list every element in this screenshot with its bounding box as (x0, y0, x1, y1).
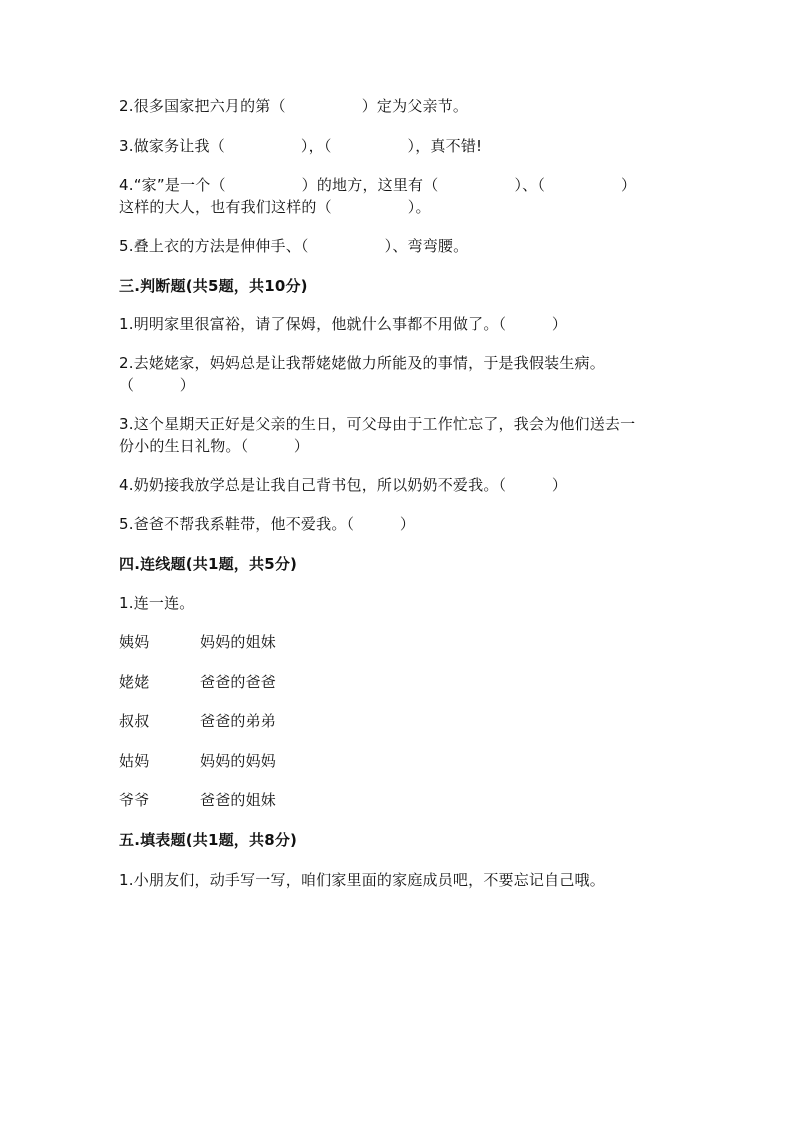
matching-right-item[interactable]: 妈妈的姐妹 (200, 633, 277, 651)
matching-left-item[interactable]: 叔叔 (119, 712, 150, 730)
section-heading-table-fill: 五.填表题(共1题，共8分) (119, 831, 298, 849)
matching-left-item[interactable]: 爷爷 (119, 791, 150, 809)
fill-question-2: 2.很多国家把六月的第（ ）定为父亲节。 (119, 97, 469, 115)
matching-instruction: 1.连一连。 (119, 594, 195, 612)
judgment-question-3-line1: 3.这个星期天正好是父亲的生日，可父母由于工作忙忘了，我会为他们送去一 (119, 415, 636, 433)
judgment-question-3-line2: 份小的生日礼物。（ ） (119, 437, 310, 455)
judgment-question-2-line2: （ ） (119, 376, 196, 394)
matching-row (119, 790, 276, 810)
matching-right-item[interactable]: 爸爸的弟弟 (200, 712, 277, 730)
fill-question-4-line2: 这样的大人，也有我们这样的（ ）。 (119, 198, 431, 216)
fill-question-3: 3.做家务让我（ ），（ ），真不错! (119, 137, 483, 155)
judgment-question-5: 5.爸爸不帮我系鞋带，他不爱我。（ ） (119, 515, 416, 533)
table-fill-question-1: 1.小朋友们，动手写一写，咱们家里面的家庭成员吧，不要忘记自己哦。 (119, 871, 605, 889)
matching-row (119, 751, 276, 771)
matching-left-item[interactable]: 姥姥 (119, 673, 150, 691)
matching-row (119, 632, 276, 652)
section-heading-matching: 四.连线题(共1题，共5分) (119, 555, 298, 573)
matching-row (119, 711, 276, 731)
judgment-question-1: 1.明明家里很富裕，请了保姆，他就什么事都不用做了。（ ） (119, 315, 568, 333)
fill-question-5: 5.叠上衣的方法是伸伸手、（ ）、弯弯腰。 (119, 237, 469, 255)
matching-right-item[interactable]: 爸爸的爸爸 (200, 673, 277, 691)
judgment-question-4: 4.奶奶接我放学总是让我自己背书包，所以奶奶不爱我。（ ） (119, 476, 568, 494)
matching-row (119, 672, 276, 692)
matching-right-item[interactable]: 爸爸的姐妹 (200, 791, 277, 809)
judgment-question-2-line1: 2.去姥姥家，妈妈总是让我帮姥姥做力所能及的事情，于是我假装生病。 (119, 354, 605, 372)
fill-question-4-line1: 4.“家”是一个（ ）的地方，这里有（ ）、（ ） (119, 176, 637, 194)
matching-left-item[interactable]: 姨妈 (119, 633, 150, 651)
matching-left-item[interactable]: 姑妈 (119, 752, 150, 770)
matching-right-item[interactable]: 妈妈的妈妈 (200, 752, 277, 770)
section-heading-judgment: 三.判断题(共5题，共10分) (119, 277, 308, 295)
